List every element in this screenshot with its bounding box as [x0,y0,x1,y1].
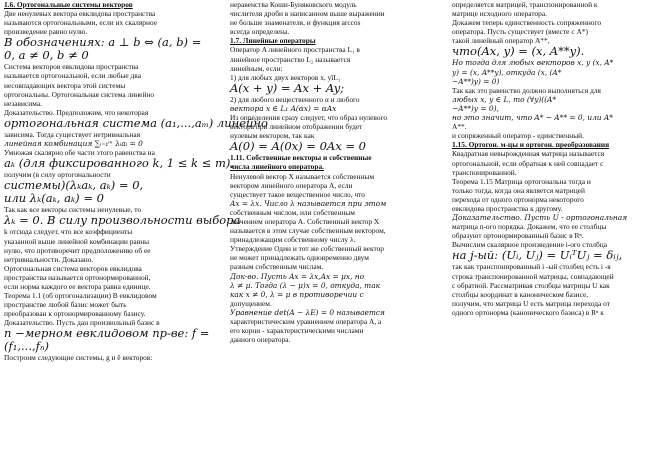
text-line: Из определения сразу следует, что образ нулевого [230,113,388,123]
text-line: получим, что матрица U есть матрица перехода от [452,298,611,308]
text-line: вектора при линейном отображении будет [230,122,363,132]
text-line: строка транспонированной матрицы, совпадающей [452,271,614,281]
text-line: Квадратная невырожденная матрица называется [452,149,605,159]
text-line: транспонированной. [452,167,517,177]
text-line: образуют ортонормированный базис в Rⁿ. [452,231,584,241]
text-line: λₖ = 0. В силу произвольности выбора [4,213,241,228]
text-line: Две ненулевых вектора евклидова пространства [4,9,156,19]
text-line: значением оператора A. Собственный вектор X [230,216,380,226]
text-line: A**. [452,122,467,132]
text-line: допущением. [230,298,272,308]
text-line: λ ≠ μ. Тогда (λ − μ)x = 0, откуда, так [230,280,381,290]
text-line: Ненулевой вектор X называется собственным [230,171,375,181]
text-line: числителя дроби в написанном выше выражении [230,9,385,19]
text-line: Ax = λx. Число λ называется при этом [230,198,387,208]
text-line: нулевым вектором, так как [230,131,315,141]
text-line: Система векторов евклидова пространства [4,62,139,72]
text-line: так как транспонированный i -ый столбец есть i -я [452,262,611,272]
text-line: вектором линейного оператора A, если [230,180,353,190]
text-line: разным собственным числам. [230,262,324,272]
text-column-right [452,0,652,317]
text-line: В обозначениях: a ⊥ b ⇔ (a, b) = [4,35,202,50]
text-line: −A**)y) = 0) [452,76,500,86]
text-line: что(Ax, y) = (x, A**y). [452,44,585,59]
text-line: собственным числом, или собственным [230,207,355,217]
text-line: данного оператора. [230,335,291,345]
text-line: (f₁,...,fₙ) [4,339,50,354]
text-line: ортогональны. Ортогональная система линейно [4,89,155,99]
text-line: k отсюда следует, что все коэффициенты [4,227,133,237]
text-line: Оператор A линейного пространства L₁ в [230,45,360,55]
text-line: ортогональная система (a₁,...,aₘ) линейно [4,115,268,130]
text-line: нетривиальности. Доказано. [4,254,94,264]
text-line: любых x, y ∈ L, то (∀y)((A* [452,94,557,104]
text-line: Уравнение det(A − λE) = 0 называется [230,307,385,317]
text-line: характеристическим уравнением оператора A, а [230,317,382,326]
text-line: линейная комбинация ∑ᵢ₌₁ᵐ λᵢaᵢ = 0 [4,139,143,149]
text-line: только тогда, когда она является матрицей [452,185,585,195]
text-line: Докажем теперь единственность сопряженного [452,18,602,28]
text-line: Вычислим скалярное произведение i-ого столбца [452,240,607,250]
text-line: матрице исходного оператора. [452,9,547,19]
text-line: перехода от одного ортонорма некоторого [452,194,584,204]
text-line: ортогональной, если обратная к ней совпадает с [452,158,604,168]
text-line: Доказательство. Предположим, что некоторая [4,107,149,117]
text-line: получим (в силу ортогональности [4,170,111,180]
text-line: −A**)y = 0), [452,103,499,113]
text-line: Доказательство. Пусть U - ортогональная [452,213,628,223]
text-line: A(0) = A(0x) = 0Ax = 0 [230,139,366,154]
text-line: называется ортогональной, если любые два [4,71,141,81]
text-line: его корни - характеристическими числами [230,326,364,336]
text-line: системы)(λₖaₖ, aₖ) = 0, [4,178,144,193]
text-line: aₖ (для фиксированного k, 1 ≤ k ≤ m), [4,156,234,171]
text-line: столбцы координат в каноническом базисе, [452,289,589,299]
text-line: пространства называется ортонормированной, [4,272,151,282]
text-line: не больше знаменателя, и функция arccos [230,18,361,28]
text-line: пространстве любой базис может быть [4,300,127,310]
text-line: Ортогональная система векторов евклидова [4,263,142,273]
text-line: Доказательство. Пусть дан произвольный базис в [4,318,160,328]
text-line: называется в этом случае собственным вектором, [230,226,386,236]
text-column-middle [230,0,443,344]
text-line: Так как это равенство должно выполняться для [452,85,601,95]
text-line: неравенства Коши-Буняковского модуль [230,0,357,9]
section-heading: 1.11. Собственные векторы и собственные [230,153,372,163]
text-line: 0, a ≠ 0, b ≠ 0 [4,48,89,63]
text-line: называются ортогональными, если их скалярное [4,18,157,28]
text-line: n −мерном евклидовом пр-ве: f = [4,326,210,341]
section-heading: числа линейного оператора. [230,162,324,172]
text-line: Умножая скалярно обе части этого равенства на [4,148,155,158]
text-line: одного ортонорма (канонического базиса) в Rⁿ к [452,307,604,317]
text-line: преобразован к ортонормированному базису. [4,309,146,319]
text-line: или λₖ(aₖ, aₖ) = 0 [4,191,104,206]
section-heading: 1.7. Линейные операторы [230,36,316,46]
section-heading: 1.15. Ортогон. м-цы и ортогон. преобразования [452,140,610,150]
text-line: Утверждение Один и тот же собственный вектор [230,244,384,254]
text-line: евклидова пространства к другому. [452,203,563,213]
text-line: 2) для любого вещественного α и любого [230,94,360,104]
text-line: независима. [4,98,42,108]
text-line: но это значит, что A* − A** = 0, или A* [452,113,613,123]
text-line: такой линейный оператор A**, [452,36,550,46]
text-line: вектора x ∈ L₁ A(αx) = αAx [230,103,337,113]
text-line: принадлежащим собственному числу λ. [230,235,356,245]
text-line: A(x + y) = Ax + Ay; [230,80,345,95]
text-line: несовпадающих вектора этой системы [4,80,126,90]
text-line: не может принадлежать одновременно двум [230,253,369,263]
text-line: произведение равно нулю. [4,27,88,37]
text-line: y) = (x, A**y), откуда (x, (A* [452,67,562,77]
text-line: как x ≠ 0, λ = μ в противоречии с [230,289,364,299]
text-line: всегда определена. [230,27,290,37]
text-line: матрица n-ого порядка. Докажем, что ее столбцы [452,222,607,232]
text-line: Так как все векторы системы ненулевые, то [4,205,142,215]
text-line: на j-ый: (Uᵢ, Uⱼ) = UᵢᵀUⱼ = δᵢⱼ, [452,248,623,263]
text-line: 1) для любых двух векторов x, yîL₁ [230,72,341,82]
text-line: Построим следующие системы, g и ê векторов: [4,353,153,363]
text-line: Теорема 1.15 Матрица ортогональна тогда и [452,176,591,186]
section-heading: 1.6. Ортогональные системы векторов [4,0,133,9]
text-line: линейное пространство L₂ называется [230,54,351,64]
text-line: нулю, что противоречит предположению об ее [4,245,151,255]
text-line: оператора. Пусть существует (вместе с A*) [452,27,588,37]
text-line: если норма каждого ее вектора равна единице. [4,281,151,291]
text-line: Но тогда для любых векторов x, y (x, A* [452,58,614,68]
text-line: определяется матрицей, транспонированной к [452,0,598,9]
text-line: Док-во. Пусть Ax = λx,Ax = μx, но [230,271,365,281]
text-line: с обратной. Рассматривая столбцы матрицы U как [452,280,610,290]
text-line: зависима. Тогда существует нетривиальная [4,129,141,139]
text-line: существует такое вещественное число, что [230,189,365,199]
text-line: и сопряженный оператор - единственный. [452,131,584,141]
text-line: линейным, если: [230,63,283,73]
text-line: указанной выше линейной комбинации равны [4,236,150,246]
text-line: Теорема 1.1 (об ортогонализации) В евклидовом [4,291,157,301]
